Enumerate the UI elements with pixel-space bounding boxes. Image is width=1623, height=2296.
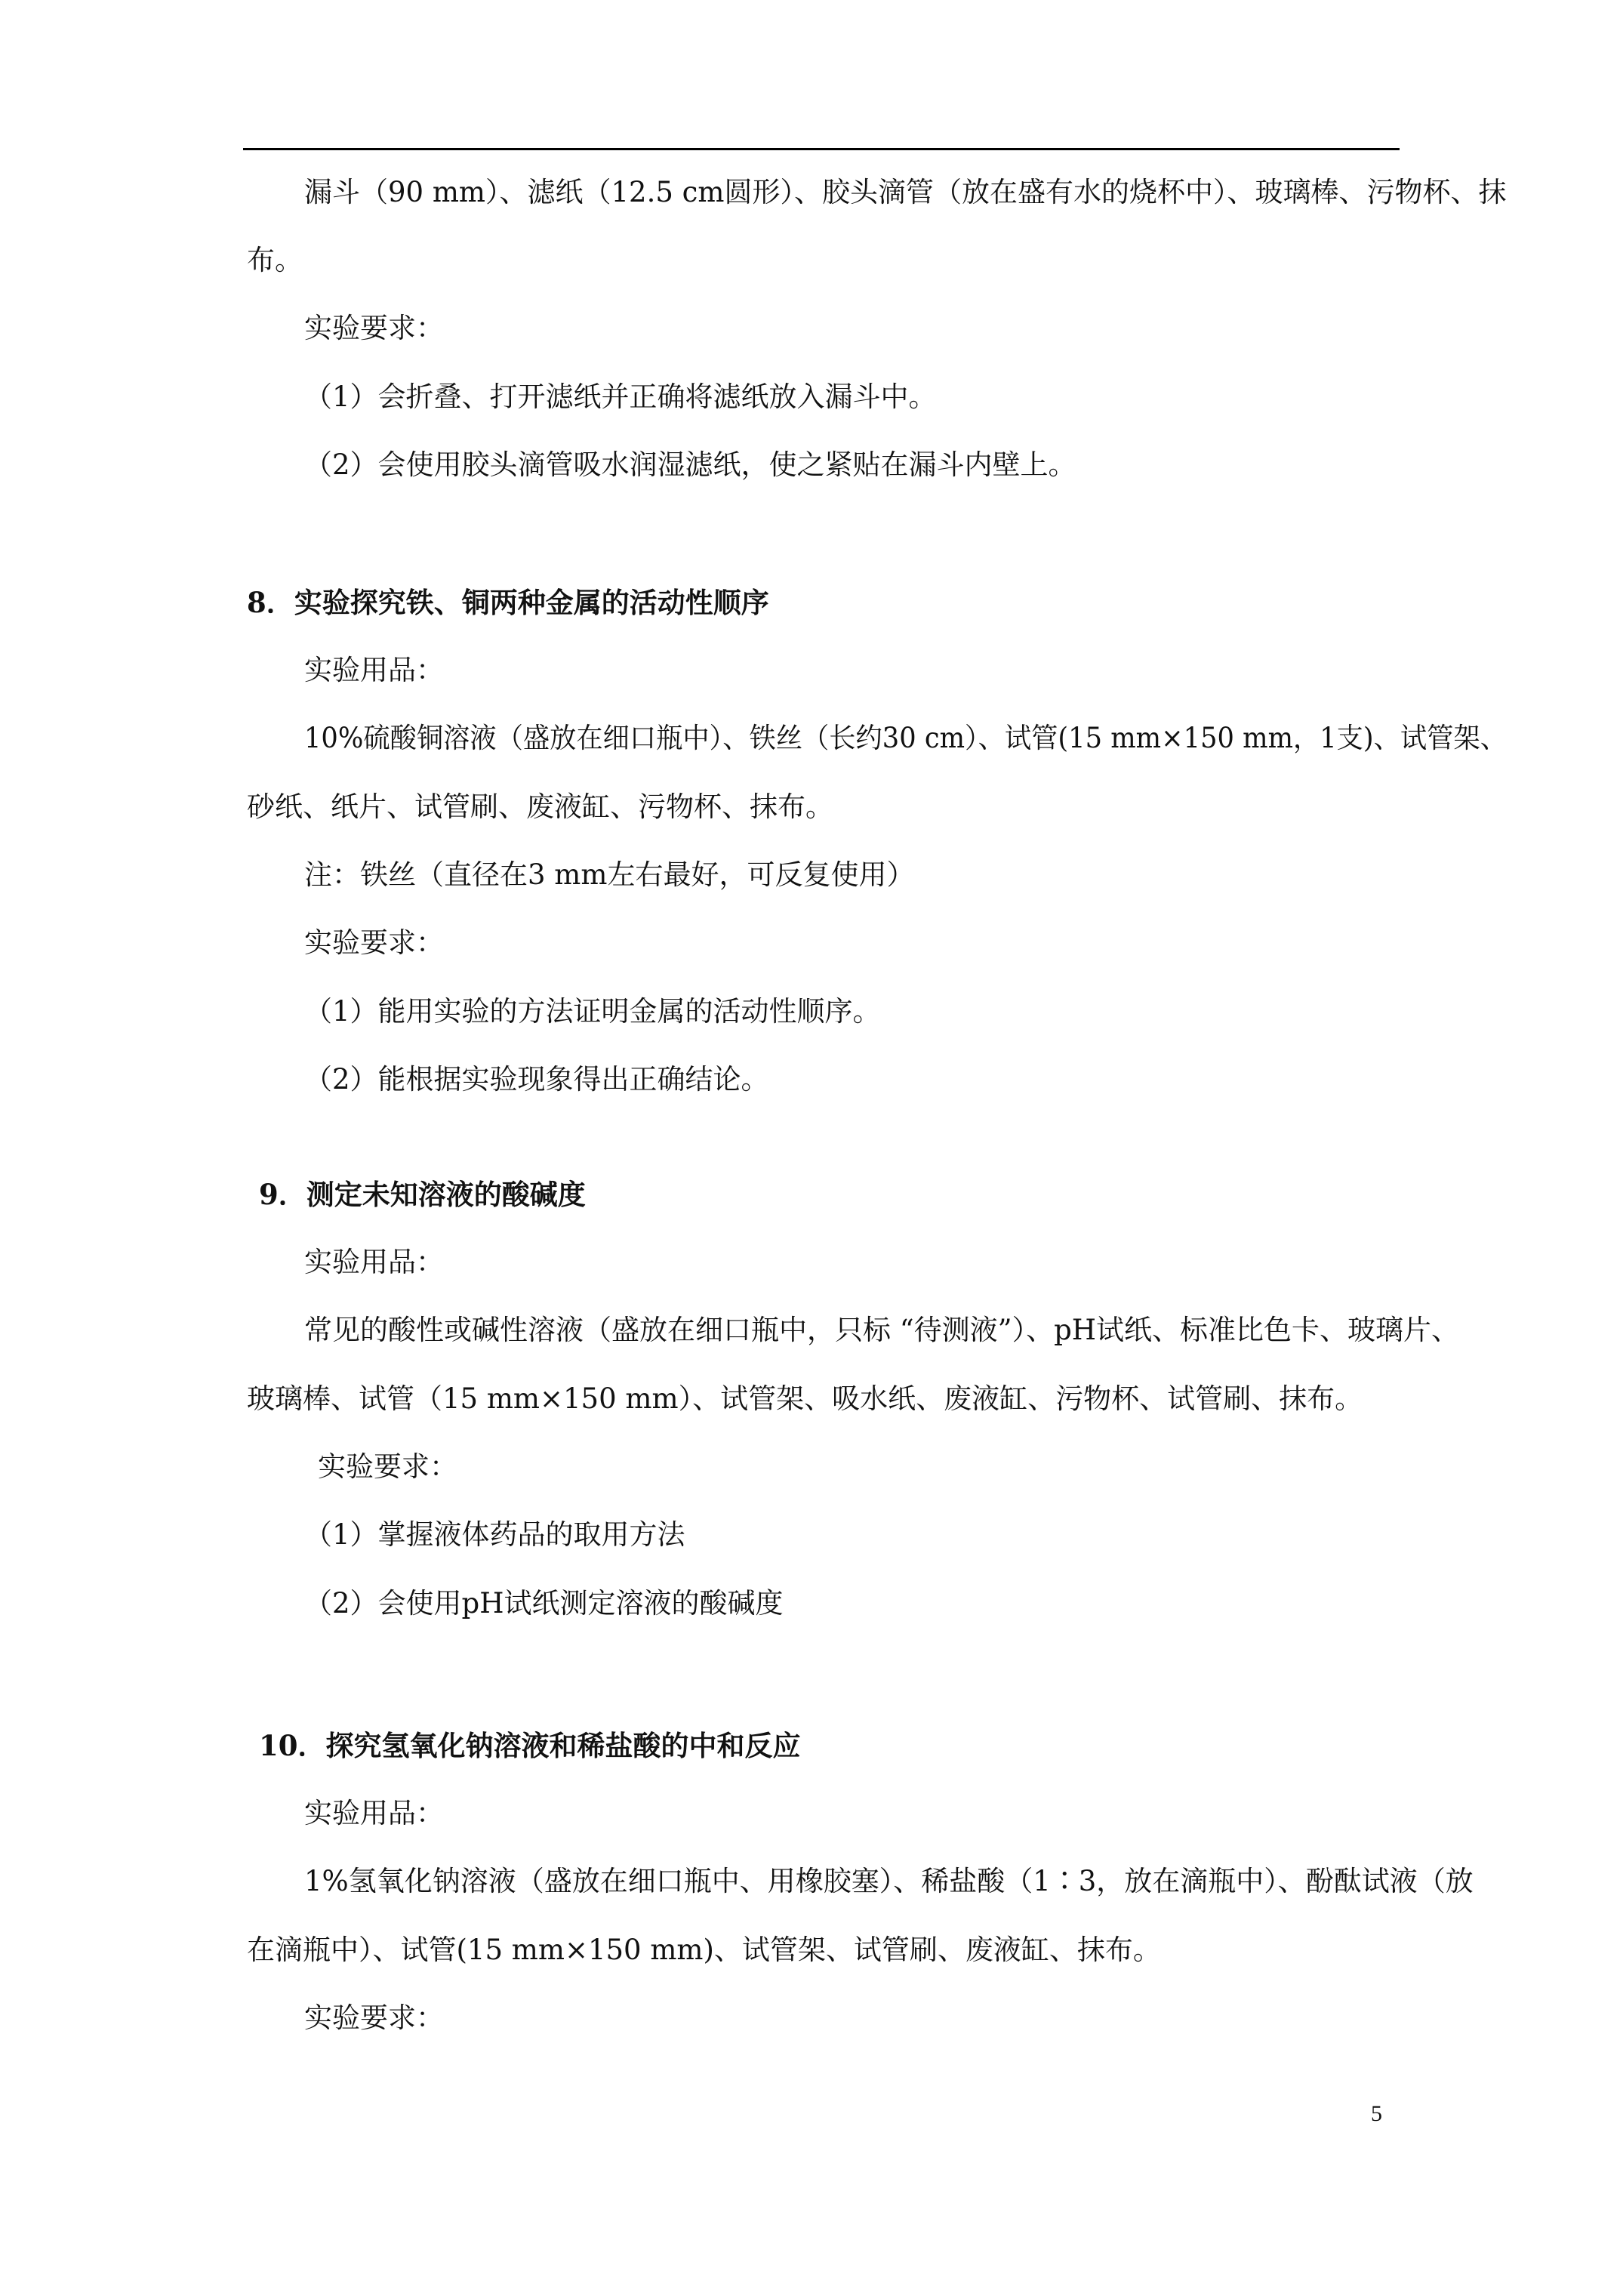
line-requirements-label-7: 实验要求：: [304, 312, 444, 344]
line-funnel-materials-cont: 布。: [247, 244, 303, 276]
line-requirements-label-8: 实验要求：: [304, 926, 444, 959]
line-note-8: 注：铁丝（直径在3 mm左右最好，可反复使用）: [304, 858, 915, 891]
line-requirements-label-10: 实验要求：: [304, 2002, 444, 2034]
line-requirement-9-2: （2）会使用pH试纸测定溶液的酸碱度: [304, 1587, 784, 1620]
line-materials-9: 常见的酸性或碱性溶液（盛放在细口瓶中，只标 “待测液”）、pH试纸、标准比色卡、玻璃片、: [304, 1314, 1460, 1346]
header-rule: [243, 148, 1400, 150]
line-materials-label-8: 实验用品：: [304, 654, 444, 686]
line-requirement-8-2: （2）能根据实验现象得出正确结论。: [304, 1063, 769, 1096]
line-funnel-materials: 漏斗（90 mm）、滤纸（12.5 cm圆形）、胶头滴管（放在盛有水的烧杯中）、玻璃棒、污物杯、抹: [304, 176, 1507, 208]
line-materials-10-cont: 在滴瓶中）、试管(15 mm×150 mm)、试管架、试管刷、废液缸、抹布。: [247, 1934, 1161, 1966]
line-materials-8-cont: 砂纸、纸片、试管刷、废液缸、污物杯、抹布。: [247, 791, 833, 823]
line-materials-label-9: 实验用品：: [304, 1246, 444, 1278]
line-materials-10: 1%氢氧化钠溶液（盛放在细口瓶中、用橡胶塞）、稀盐酸（1∶3，放在滴瓶中）、酚酞试液（放: [304, 1865, 1474, 1897]
line-materials-9-cont: 玻璃棒、试管（15 mm×150 mm）、试管架、吸水纸、废液缸、污物杯、试管刷、抹布。: [247, 1382, 1363, 1415]
section-heading-9: 9．测定未知溶液的酸碱度: [259, 1178, 586, 1211]
line-requirements-label-9: 实验要求：: [318, 1450, 457, 1483]
line-materials-label-10: 实验用品：: [304, 1797, 444, 1829]
line-requirement-7-1: （1）会折叠、打开滤纸并正确将滤纸放入漏斗中。: [304, 381, 937, 413]
section-heading-10: 10．探究氢氧化钠溶液和稀盐酸的中和反应: [259, 1729, 801, 1762]
line-materials-8: 10%硫酸铜溶液（盛放在细口瓶中）、铁丝（长约30 cm）、试管(15 mm×150 mm，1支)、试管架、: [304, 722, 1507, 754]
page-number: 5: [1371, 2101, 1382, 2126]
line-requirement-9-1: （1）掌握液体药品的取用方法: [304, 1518, 685, 1551]
line-requirement-7-2: （2）会使用胶头滴管吸水润湿滤纸，使之紧贴在漏斗内壁上。: [304, 448, 1076, 481]
section-heading-8: 8．实验探究铁、铜两种金属的活动性顺序: [247, 586, 769, 619]
line-requirement-8-1: （1）能用实验的方法证明金属的活动性顺序。: [304, 995, 881, 1028]
